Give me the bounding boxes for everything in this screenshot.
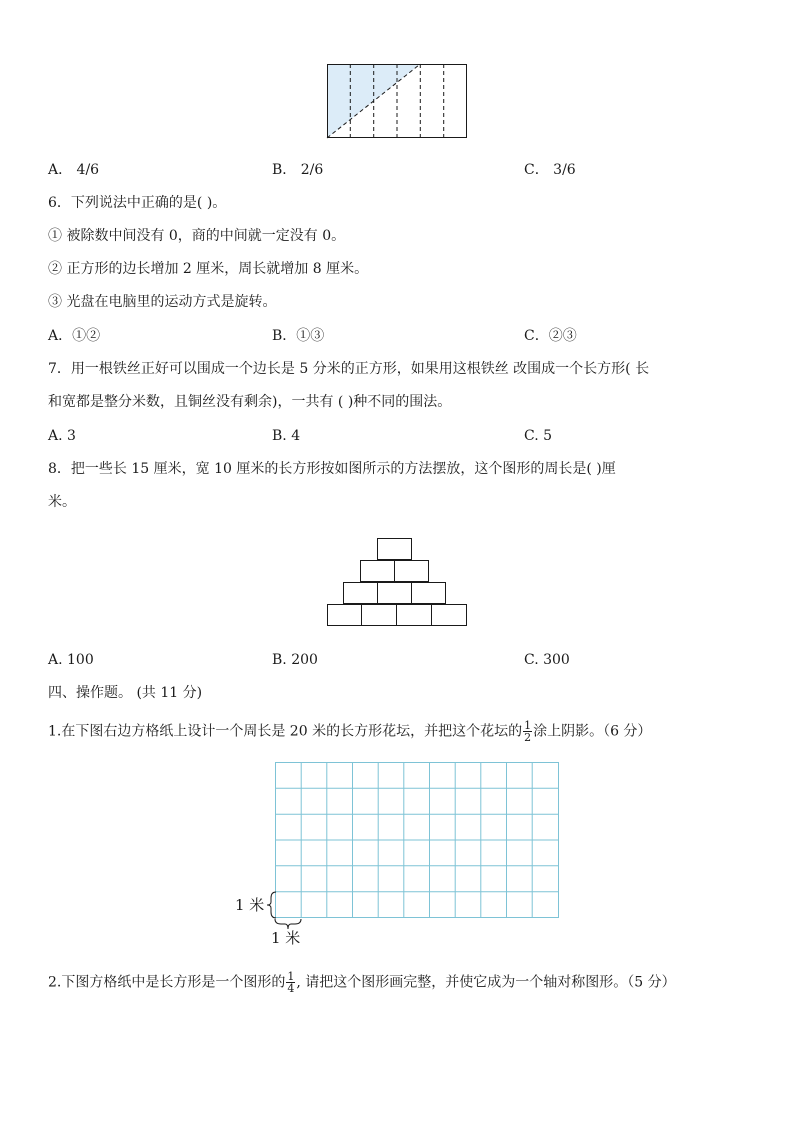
section4-q1 (48, 720, 651, 743)
q6-statement-3: ③ 光盘在电脑里的运动方式是旋转。 (48, 294, 277, 310)
q6-statement-2: ② 正方形的边长增加 2 厘米，周长就增加 8 厘米。 (48, 261, 369, 277)
section4-q2-fraction-denominator: 4 (287, 982, 295, 995)
section4-q2-text-after: , 请把这个图形画完整，并使它成为一个轴对称图形。（5 分） (296, 974, 676, 991)
q6-option-c: C．②③ (524, 328, 577, 344)
q6-stem: 6．下列说法中正确的是( )。 (48, 195, 227, 211)
section4-q2 (48, 971, 676, 994)
q6-option-b: B．①③ (272, 328, 325, 344)
q7-option-b: B. 4 (272, 428, 301, 444)
q5-option-b: B． 2/6 (272, 162, 324, 178)
grid-unit-brace-left (266, 891, 278, 919)
q7-stem-line1: 7．用一根铁丝正好可以围成一个边长是 5 分米的正方形，如果用这根铁丝 改围成一个长方形( 长 (48, 361, 650, 377)
q6-statement-1: ① 被除数中间没有 0，商的中间就一定没有 0。 (48, 228, 346, 244)
q5-option-c: C． 3/6 (524, 162, 576, 178)
q8-pyramid-figure (327, 538, 467, 626)
section4-q2-fraction-numerator: 1 (287, 970, 295, 983)
section4-q1-fraction (523, 720, 532, 743)
grid-paper[interactable] (275, 762, 559, 918)
q8-option-b: B. 200 (272, 652, 318, 668)
section4-q1-fraction-numerator: 1 (524, 719, 532, 732)
q7-option-a: A. 3 (48, 428, 76, 444)
section4-q1-text-before: 1.在下图右边方格纸上设计一个周长是 20 米的长方形花坛，并把这个花坛的 (48, 723, 523, 740)
q8-option-c: C. 300 (524, 652, 570, 668)
q7-stem-line2: 和宽都是整分米数，且铜丝没有剩余)，一共有 ( )种不同的围法。 (48, 394, 452, 410)
q5-figure (327, 64, 467, 138)
q7-option-c: C. 5 (524, 428, 553, 444)
q6-option-a: A．①② (48, 328, 101, 344)
grid-label-bottom: 1 米 (271, 929, 301, 947)
grid-label-left: 1 米 (235, 896, 265, 914)
section4-title: 四、操作题。 (共 11 分) (48, 685, 203, 701)
section4-q1-text-after: 涂上阴影。（6 分） (533, 723, 652, 740)
q8-option-a: A. 100 (48, 652, 94, 668)
section4-q1-fraction-denominator: 2 (524, 731, 532, 744)
q8-stem-line2: 米。 (48, 494, 76, 510)
section4-q2-text-before: 2.下图方格纸中是长方形是一个图形的 (48, 974, 286, 991)
section4-q2-fraction (286, 971, 295, 994)
q5-option-a: A． 4/6 (48, 162, 100, 178)
q8-stem-line1: 8．把一些长 15 厘米，宽 10 厘米的长方形按如图所示的方法摆放，这个图形的周长是( )厘 (48, 461, 616, 477)
